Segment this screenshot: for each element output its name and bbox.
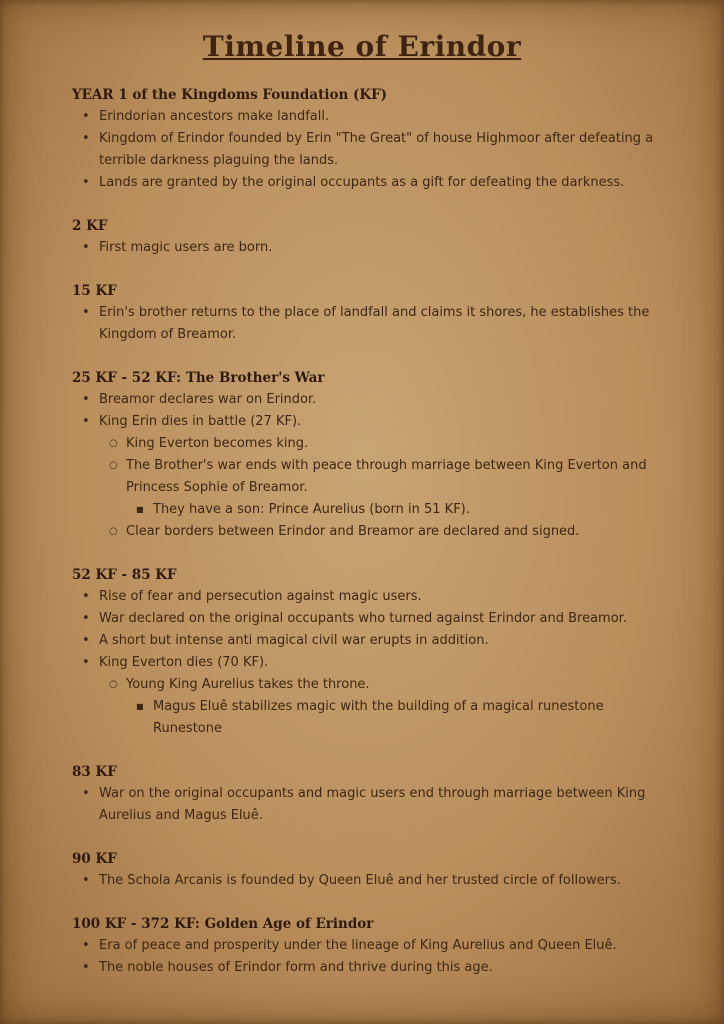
list-item: • Breamor declares war on Erindor. xyxy=(72,389,672,411)
section-heading: 15 KF xyxy=(72,283,117,299)
page-title: Timeline of Erindor xyxy=(202,30,522,63)
section-heading: 90 KF xyxy=(72,851,117,867)
list-item: • War declared on the original occupants who turned against Erindor and Breamor. xyxy=(72,608,672,630)
list-item: • First magic users are born. xyxy=(72,237,672,259)
sub-list-item: ○ Young King Aurelius takes the throne. xyxy=(72,674,672,696)
list-item: • Erindorian ancestors make landfall. xyxy=(72,106,672,128)
list-item: • The Schola Arcanis is founded by Queen Eluê and her trusted circle of followers. xyxy=(72,870,672,892)
list-item: • The noble houses of Erindor form and thrive during this age. xyxy=(72,957,672,979)
timeline-section xyxy=(72,280,672,346)
sub-list-item: ○ Clear borders between Erindor and Breamor are declared and signed. xyxy=(72,521,672,543)
sub-sub-list-item: ■ They have a son: Prince Aurelius (born in 51 KF). xyxy=(72,499,672,521)
list-item: • King Everton dies (70 KF). xyxy=(72,652,672,674)
timeline-section xyxy=(72,848,672,892)
timeline-content xyxy=(72,84,672,1000)
timeline-section xyxy=(72,367,672,543)
list-item: • Lands are granted by the original occupants as a gift for defeating the darkness. xyxy=(72,172,672,194)
section-heading: 25 KF - 52 KF: The Brother's War xyxy=(72,370,325,386)
timeline-section xyxy=(72,215,672,259)
timeline-section xyxy=(72,761,672,827)
sub-list-item: ○ King Everton becomes king. xyxy=(72,433,672,455)
event-list xyxy=(72,389,672,543)
event-list xyxy=(72,237,672,259)
event-list xyxy=(72,935,672,979)
event-list xyxy=(72,106,672,194)
section-heading: 2 KF xyxy=(72,218,108,234)
event-list xyxy=(72,586,672,740)
list-item: • Era of peace and prosperity under the lineage of King Aurelius and Queen Eluê. xyxy=(72,935,672,957)
list-item: • Kingdom of Erindor founded by Erin "The Great" of house Highmoor after defeating a terrible darkness plaguing the lands. xyxy=(72,128,672,172)
section-heading: 83 KF xyxy=(72,764,117,780)
list-item: • King Erin dies in battle (27 KF). xyxy=(72,411,672,433)
timeline-section xyxy=(72,564,672,740)
section-heading: YEAR 1 of the Kingdoms Foundation (KF) xyxy=(72,87,388,103)
timeline-section xyxy=(72,913,672,979)
timeline-section xyxy=(72,84,672,194)
event-list xyxy=(72,870,672,892)
section-heading: 100 KF - 372 KF: Golden Age of Erindor xyxy=(72,916,374,932)
list-item: • War on the original occupants and magic users end through marriage between King Aurelius and Magus Eluê. xyxy=(72,783,672,827)
event-list xyxy=(72,302,672,346)
list-item: • A short but intense anti magical civil war erupts in addition. xyxy=(72,630,672,652)
section-heading: 52 KF - 85 KF xyxy=(72,567,177,583)
list-item: • Erin's brother returns to the place of landfall and claims it shores, he establishes the Kingdom of Breamor. xyxy=(72,302,672,346)
sub-sub-list-item: ■ Magus Eluê stabilizes magic with the building of a magical runestone Runestone xyxy=(72,696,672,740)
sub-list-item: ○ The Brother's war ends with peace through marriage between King Everton and Princess Sophie of Breamor. xyxy=(72,455,672,499)
list-item: • Rise of fear and persecution against magic users. xyxy=(72,586,672,608)
event-list xyxy=(72,783,672,827)
